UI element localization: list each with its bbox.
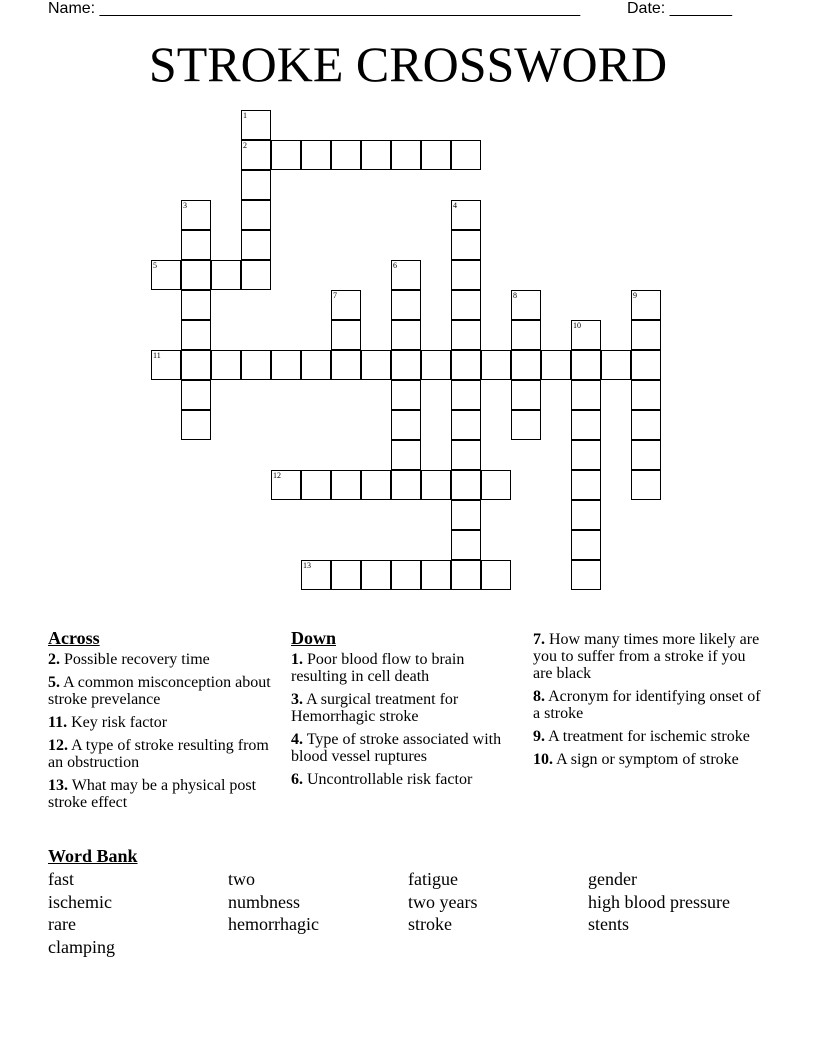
clue-item — [291, 691, 516, 725]
down-heading: Down — [291, 628, 337, 648]
clue-number: 1. — [291, 651, 303, 668]
crossword-cell[interactable] — [451, 500, 481, 530]
crossword-cell[interactable] — [181, 260, 211, 290]
clue-number: 11. — [48, 714, 68, 731]
crossword-cell[interactable] — [391, 470, 421, 500]
word-bank-item: gender — [588, 869, 637, 889]
crossword-cell[interactable] — [241, 200, 271, 230]
crossword-cell[interactable] — [331, 140, 361, 170]
crossword-cell[interactable] — [151, 350, 181, 380]
clue-item — [48, 737, 280, 771]
crossword-cell[interactable] — [181, 230, 211, 260]
clue-number: 7 — [333, 291, 337, 300]
word-bank-item: ischemic — [48, 891, 112, 912]
down-clues-continued — [533, 631, 768, 774]
crossword-cell[interactable] — [451, 230, 481, 260]
crossword-cell[interactable] — [451, 530, 481, 560]
crossword-cell[interactable] — [571, 500, 601, 530]
crossword-cell[interactable] — [631, 290, 661, 320]
clue-text: Key risk factor — [67, 714, 168, 731]
crossword-cell[interactable] — [451, 140, 481, 170]
crossword-cell[interactable] — [451, 260, 481, 290]
crossword-cell[interactable] — [571, 560, 601, 590]
clue-item — [48, 777, 280, 811]
clue-number: 3 — [183, 201, 187, 210]
crossword-cell[interactable] — [391, 410, 421, 440]
crossword-cell[interactable] — [331, 290, 361, 320]
clue-number: 9. — [533, 728, 545, 745]
crossword-cell[interactable] — [181, 380, 211, 410]
crossword-cell[interactable] — [331, 560, 361, 590]
crossword-cell[interactable] — [301, 560, 331, 590]
crossword-cell[interactable] — [451, 560, 481, 590]
clue-text: A treatment for ischemic stroke — [545, 728, 750, 745]
crossword-cell[interactable] — [511, 320, 541, 350]
clue-text: Poor blood flow to brain resulting in cell death — [291, 651, 465, 685]
crossword-cell[interactable] — [631, 410, 661, 440]
crossword-cell[interactable] — [181, 200, 211, 230]
crossword-cell[interactable] — [241, 350, 271, 380]
crossword-cell[interactable] — [511, 290, 541, 320]
crossword-cell[interactable] — [391, 440, 421, 470]
crossword-cell[interactable] — [391, 380, 421, 410]
crossword-cell[interactable] — [271, 140, 301, 170]
crossword-cell[interactable] — [601, 350, 631, 380]
crossword-cell[interactable] — [181, 290, 211, 320]
across-heading: Across — [48, 628, 100, 648]
crossword-cell[interactable] — [481, 350, 511, 380]
clue-number: 7. — [533, 631, 545, 648]
clue-item — [291, 731, 516, 765]
word-bank-item: high blood pressure — [588, 891, 730, 912]
clue-number: 2 — [243, 141, 247, 150]
word-bank-item: hemorrhagic — [228, 914, 319, 934]
crossword-cell[interactable] — [241, 110, 271, 140]
crossword-cell[interactable] — [571, 440, 601, 470]
clue-number: 4 — [453, 201, 457, 210]
crossword-cell[interactable] — [631, 380, 661, 410]
crossword-cell[interactable] — [241, 260, 271, 290]
crossword-cell[interactable] — [451, 320, 481, 350]
crossword-cell[interactable] — [451, 470, 481, 500]
crossword-cell[interactable] — [301, 140, 331, 170]
word-bank-item: stroke — [408, 914, 452, 934]
clue-number: 9 — [633, 291, 637, 300]
crossword-cell[interactable] — [451, 290, 481, 320]
clue-number: 5. — [48, 674, 60, 691]
clue-item — [48, 651, 280, 668]
clue-number: 10. — [533, 751, 553, 768]
word-bank-item: numbness — [228, 891, 300, 912]
crossword-cell[interactable] — [451, 380, 481, 410]
crossword-cell[interactable] — [451, 200, 481, 230]
crossword-cell[interactable] — [631, 350, 661, 380]
clue-item — [533, 751, 768, 768]
crossword-cell[interactable] — [361, 140, 391, 170]
crossword-cell[interactable] — [181, 350, 211, 380]
crossword-cell[interactable] — [331, 320, 361, 350]
crossword-cell[interactable] — [481, 470, 511, 500]
crossword-cell[interactable] — [211, 260, 241, 290]
crossword-cell[interactable] — [331, 350, 361, 380]
crossword-cell[interactable] — [421, 560, 451, 590]
clue-item — [291, 771, 516, 788]
crossword-cell[interactable] — [241, 230, 271, 260]
crossword-cell[interactable] — [511, 410, 541, 440]
clue-item — [48, 714, 280, 731]
clue-text: A sign or symptom of stroke — [553, 751, 739, 768]
crossword-cell[interactable] — [391, 140, 421, 170]
clue-number: 13 — [303, 561, 311, 570]
crossword-cell[interactable] — [421, 470, 451, 500]
crossword-cell[interactable] — [451, 350, 481, 380]
down-clues — [291, 628, 516, 794]
crossword-cell[interactable] — [571, 350, 601, 380]
clue-item — [533, 688, 768, 722]
crossword-cell[interactable] — [301, 470, 331, 500]
word-bank-item: fatigue — [408, 869, 458, 889]
crossword-cell[interactable] — [571, 530, 601, 560]
clue-text: A type of stroke resulting from an obstruction — [48, 737, 269, 771]
crossword-cell[interactable] — [241, 170, 271, 200]
crossword-cell[interactable] — [541, 350, 571, 380]
word-bank-item: fast — [48, 869, 74, 889]
crossword-cell[interactable] — [391, 290, 421, 320]
clue-number: 10 — [573, 321, 581, 330]
word-bank-item: two years — [408, 891, 478, 912]
crossword-cell[interactable] — [241, 140, 271, 170]
crossword-cell[interactable] — [631, 320, 661, 350]
crossword-cell[interactable] — [271, 470, 301, 500]
clue-text: How many times more likely are you to suffer from a stroke if you are black — [533, 631, 760, 682]
crossword-cell[interactable] — [391, 350, 421, 380]
crossword-cell[interactable] — [391, 260, 421, 290]
crossword-cell[interactable] — [421, 140, 451, 170]
crossword-cell[interactable] — [361, 560, 391, 590]
word-bank-heading: Word Bank — [48, 846, 138, 866]
clue-item — [533, 631, 768, 682]
crossword-cell[interactable] — [481, 560, 511, 590]
clue-number: 1 — [243, 111, 247, 120]
crossword-cell[interactable] — [571, 410, 601, 440]
crossword-cell[interactable] — [571, 320, 601, 350]
clue-text: Possible recovery time — [60, 651, 210, 668]
clue-number: 2. — [48, 651, 60, 668]
page-title: STROKE CROSSWORD — [148, 36, 668, 92]
crossword-cell[interactable] — [571, 380, 601, 410]
clue-number: 8 — [513, 291, 517, 300]
word-bank-item: clamping — [48, 936, 115, 957]
crossword-cell[interactable] — [181, 320, 211, 350]
clue-text: A surgical treatment for Hemorrhagic stroke — [291, 691, 459, 725]
clue-number: 13. — [48, 777, 68, 794]
clue-number: 5 — [153, 261, 157, 270]
clue-number: 11 — [153, 351, 161, 360]
crossword-cell[interactable] — [451, 410, 481, 440]
word-bank-item: rare — [48, 914, 76, 934]
crossword-cell[interactable] — [451, 440, 481, 470]
crossword-cell[interactable] — [331, 470, 361, 500]
clue-number: 3. — [291, 691, 303, 708]
crossword-cell[interactable] — [571, 470, 601, 500]
clue-number: 6 — [393, 261, 397, 270]
word-bank-item: stents — [588, 914, 630, 934]
clue-text: Uncontrollable risk factor — [303, 771, 473, 788]
crossword-cell[interactable] — [151, 260, 181, 290]
crossword-cell[interactable] — [181, 410, 211, 440]
clue-number: 8. — [533, 688, 545, 705]
name-field-label: Name: ______________________________________________________ — [48, 0, 581, 17]
crossword-cell[interactable] — [211, 350, 241, 380]
clue-text: Type of stroke associated with blood vessel ruptures — [291, 731, 502, 765]
crossword-cell[interactable] — [511, 380, 541, 410]
crossword-cell[interactable] — [391, 560, 421, 590]
across-clues — [48, 628, 280, 817]
crossword-cell[interactable] — [361, 470, 391, 500]
clue-item — [533, 728, 768, 745]
clue-number: 6. — [291, 771, 303, 788]
clue-number: 4. — [291, 731, 303, 748]
crossword-cell[interactable] — [631, 470, 661, 500]
word-bank-item: two — [228, 869, 255, 889]
clue-text: Acronym for identifying onset of a stroke — [533, 688, 761, 722]
crossword-cell[interactable] — [391, 320, 421, 350]
date-field-label: Date: _______ — [627, 0, 732, 17]
clue-number: 12. — [48, 737, 68, 754]
clue-text: What may be a physical post stroke effect — [48, 777, 257, 811]
crossword-cell[interactable] — [511, 350, 541, 380]
clue-item — [48, 674, 280, 708]
crossword-cell[interactable] — [631, 440, 661, 470]
crossword-cell[interactable] — [361, 350, 391, 380]
clue-text: A common misconception about stroke prevelance — [48, 674, 271, 708]
clue-number: 12 — [273, 471, 281, 480]
crossword-cell[interactable] — [421, 350, 451, 380]
crossword-cell[interactable] — [271, 350, 301, 380]
crossword-cell[interactable] — [301, 350, 331, 380]
word-bank — [48, 868, 768, 958]
clue-item — [291, 651, 516, 685]
